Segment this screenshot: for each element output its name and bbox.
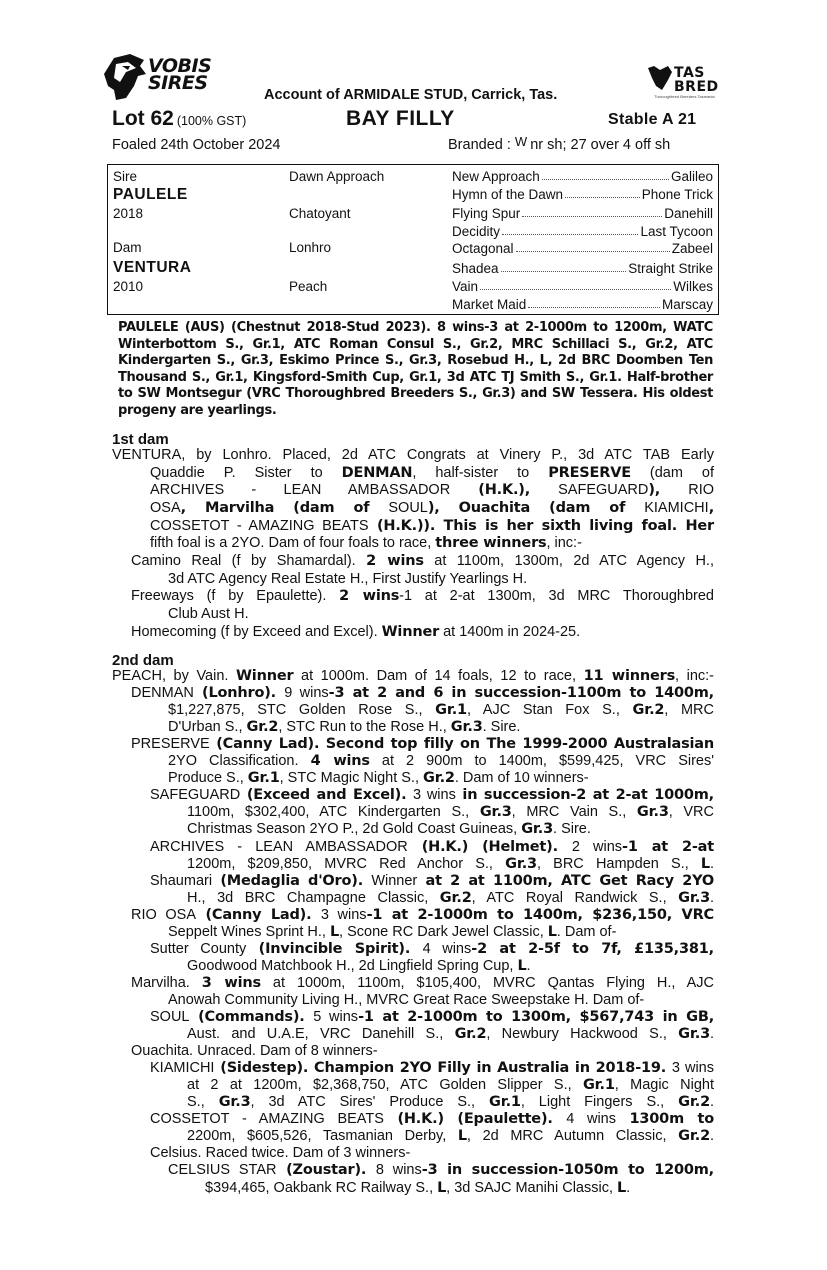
bold-text: (Lonhro).	[193, 685, 285, 702]
text-line	[150, 518, 714, 535]
text-segment: , inc:-	[675, 668, 714, 684]
great-grandparent: Octagonal	[452, 241, 514, 256]
text-segment: SOUL	[150, 1009, 190, 1025]
text-segment: .	[709, 1094, 714, 1111]
text-segment: , inc:-	[546, 535, 582, 552]
vobis-sires-logo	[100, 52, 225, 104]
text-segment: , BRC Hampden S.,	[536, 855, 701, 872]
text-line	[150, 465, 714, 482]
text-segment: 1200m, $209,850, MVRC Red Anchor S.,	[187, 855, 506, 872]
great-grandparent-sire: Danehill	[664, 206, 713, 221]
text-segment: at 2 at 1200m, $2,368,750, ATC Golden Slipper S.,	[187, 1077, 583, 1094]
branded-info	[448, 134, 671, 153]
text-line	[168, 719, 714, 736]
text-segment: Sutter County	[150, 940, 247, 957]
grandparent: Dawn Approach	[289, 169, 385, 184]
great-grandparent-sire: Wilkes	[673, 279, 713, 294]
text-line	[168, 770, 714, 787]
bold-text: Gr.2	[423, 770, 455, 787]
text-segment: CELSIUS STAR	[168, 1162, 277, 1179]
bold-text: L	[517, 957, 527, 974]
bold-text: -1 at 2-at	[622, 838, 714, 855]
text-segment: , ATC Royal Randwick S.,	[471, 889, 679, 906]
bold-text: Gr.2	[678, 1094, 710, 1111]
text-line	[131, 588, 714, 605]
great-grandparent-row	[452, 169, 713, 184]
text-line	[131, 553, 714, 570]
text-segment: 2200m, $605,526, Tasmanian Derby,	[187, 1128, 458, 1145]
text-segment: .	[709, 1026, 714, 1043]
great-grandparent: Market Maid	[452, 297, 527, 312]
text-segment: SAFEGUARD	[150, 787, 241, 804]
text-segment: ARCHIVES - LEAN AMBASSADOR	[150, 482, 451, 499]
branded-details: nr sh; 27 over 4 off sh	[530, 137, 671, 153]
text-segment: Anowah Community Living H., MVRC Great Race Sweepstake H. Dam of-	[168, 991, 645, 1008]
pedigree-table	[107, 164, 719, 315]
bold-text: 11 winners	[583, 668, 675, 684]
bold-text: PRESERVE	[548, 464, 631, 481]
bold-text: DENMAN	[341, 464, 413, 481]
text-segment: RIO OSA	[131, 906, 197, 923]
bold-text: L	[700, 855, 710, 872]
text-segment: , Magic Night	[614, 1077, 714, 1094]
great-grandparent-row	[452, 279, 713, 294]
text-segment: 5 wins	[313, 1009, 359, 1025]
text-segment: KIAMICHI	[150, 1060, 215, 1077]
bold-text: Gr.1	[435, 702, 467, 719]
text-segment: 2 wins	[571, 838, 623, 855]
bold-text: Gr.3	[450, 719, 483, 736]
bold-text: , Marvilha (dam of	[180, 499, 389, 516]
text-segment: , 2d MRC Autumn Classic,	[466, 1128, 679, 1145]
text-segment: Christmas Season 2YO P., 2d Gold Coast Guineas,	[187, 821, 522, 838]
gst-note: (100% GST)	[176, 114, 247, 128]
account-of: Account of ARMIDALE STUD, Carrick, Tas.	[264, 87, 558, 103]
text-segment: 9 wins	[284, 685, 329, 702]
bold-text: (Invincible Spirit).	[246, 940, 423, 957]
bold-text: ), Ouachita (dam of	[427, 499, 645, 516]
dam-year: 2010	[113, 279, 144, 294]
text-segment: , STC Magic Night S.,	[279, 770, 424, 787]
sire-year: 2018	[113, 206, 144, 221]
bold-text: Gr.1	[489, 1094, 521, 1111]
text-line	[150, 1009, 714, 1026]
text-line	[187, 890, 714, 907]
stable-location: Stable A 21	[608, 111, 697, 128]
text-segment: .	[626, 1179, 631, 1196]
text-segment: Winner	[371, 872, 418, 889]
text-segment: COSSETOT - AMAZING BEATS	[150, 517, 369, 534]
text-segment: Homecoming (f by Exceed and Excel).	[131, 623, 382, 640]
lot-label: Lot 62	[112, 107, 174, 130]
bold-text: -1 at 2-1000m to 1300m, $567,743 in GB,	[358, 1009, 714, 1025]
foaled-date: Foaled 24th October 2024	[112, 137, 281, 153]
text-segment: Camino Real (f by Shamardal).	[131, 552, 367, 569]
bold-text: -1 at 2-1000m to 1400m, $236,150, VRC	[366, 906, 714, 923]
bold-text: (Medaglia d'Oro).	[212, 872, 372, 889]
bold-text: 2 wins	[339, 588, 400, 605]
text-line	[187, 958, 714, 975]
text-line	[187, 1128, 714, 1145]
text-segment: Aust. and U.A.E, VRC Danehill S.,	[187, 1026, 455, 1043]
text-segment: Goodwood Matchbook H., 2d Lingfield Spring Cup,	[187, 957, 518, 974]
text-segment: , Newbury Hackwood S.,	[486, 1026, 679, 1043]
text-line	[168, 1162, 714, 1179]
bold-text: Winner	[381, 623, 440, 640]
text-segment: .	[526, 957, 531, 974]
bold-text: L	[330, 923, 340, 940]
dam-name: VENTURA	[113, 259, 192, 276]
text-segment: SAFEGUARD	[558, 482, 649, 499]
text-line	[131, 975, 714, 992]
bold-text: Gr.2	[454, 1026, 487, 1043]
bold-text: Gr.3	[521, 821, 554, 838]
bold-text: -2 at 2-5f to 7f, £135,381,	[471, 940, 714, 957]
text-segment: at 1400m in 2024-25.	[439, 623, 581, 640]
grandparent: Chatoyant	[289, 206, 351, 221]
bold-text: at 2 at 1100m, ATC Get Racy 2YO	[417, 872, 715, 889]
text-segment: at 1000m, 1100m, $105,400, MVRC Qantas Flying H., AJC	[260, 974, 714, 991]
text-segment: Ouachita. Unraced. Dam of 8 winners-	[131, 1043, 378, 1060]
text-segment: $394,465, Oakbank RC Railway S.,	[205, 1179, 438, 1196]
text-segment: SOUL	[388, 499, 428, 516]
text-line	[131, 1043, 714, 1060]
text-segment: at 1100m, 1300m, 2d ATC Agency H.,	[423, 552, 714, 569]
text-segment: PEACH, by Vain.	[112, 668, 237, 684]
bold-text: (H.K.),	[450, 482, 559, 499]
bold-text: L	[437, 1179, 447, 1196]
sire-name: PAULELE	[113, 186, 188, 203]
text-line	[131, 907, 714, 924]
text-line	[150, 535, 714, 552]
text-segment: at 2 900m to 1400m, $599,425, VRC Sires'	[369, 753, 714, 770]
text-segment: , Scone RC Dark Jewel Classic,	[339, 923, 548, 940]
text-segment: , 3d SAJC Manihi Classic,	[446, 1179, 618, 1196]
text-segment: Freeways (f by Epaulette).	[131, 588, 340, 605]
bold-text: Gr.1	[247, 770, 280, 787]
text-segment: Marvilha.	[131, 974, 202, 991]
bold-text: L	[547, 923, 557, 940]
text-segment: -1 at 2-at 1300m, 3d MRC Thoroughbred	[399, 588, 714, 605]
great-grandparent-sire: Last Tycoon	[640, 224, 713, 239]
text-line	[168, 606, 714, 623]
bold-text: Gr.3	[678, 889, 710, 906]
text-segment: , half-sister to	[412, 464, 549, 481]
text-segment: Seppelt Wines Sprint H.,	[168, 923, 330, 940]
text-line	[168, 571, 714, 588]
bold-text: -3 at 2 and 6 in succession-1100m to 1400m,	[328, 685, 714, 702]
bold-text: 1300m to	[615, 1111, 714, 1128]
text-segment: , MRC	[664, 702, 714, 719]
text-segment: S.,	[187, 1094, 219, 1111]
text-segment: Club Aust H.	[168, 605, 249, 622]
text-segment: RIO	[688, 482, 714, 499]
text-segment: VENTURA, by Lonhro. Placed, 2d ATC Congrats at Vinery P., 3d ATC TAB Early	[112, 447, 714, 463]
bold-text: Gr.2	[246, 719, 279, 736]
great-grandparent: Hymn of the Dawn	[452, 187, 564, 202]
great-grandparent: Vain	[452, 279, 479, 294]
bold-text: (Commands).	[189, 1009, 314, 1025]
bold-text: Winner	[236, 668, 294, 684]
text-line	[150, 787, 714, 804]
text-segment: , 3d ATC Sires' Produce S.,	[250, 1094, 490, 1111]
text-line	[150, 873, 714, 890]
text-segment: 3 wins	[413, 787, 456, 804]
text-segment: $1,227,875, STC Golden Rose S.,	[168, 702, 436, 719]
text-line	[168, 992, 714, 1009]
text-segment: H., 3d BRC Champagne Classic,	[187, 889, 440, 906]
text-segment: ARCHIVES - LEAN AMBASSADOR	[150, 838, 408, 855]
text-segment: , STC Run to the Rose H.,	[278, 719, 451, 736]
text-line	[187, 1094, 714, 1111]
text-line	[131, 624, 714, 641]
bold-text: (Sidestep). Champion 2YO Filly in Australia in 2018-19.	[214, 1060, 672, 1077]
text-segment: . Sire.	[553, 821, 591, 838]
great-grandparent-row	[452, 187, 713, 202]
text-segment: D'Urban S.,	[168, 719, 247, 736]
text-segment: .	[709, 1128, 714, 1145]
text-line	[150, 1060, 714, 1077]
text-segment: PRESERVE	[131, 736, 210, 753]
text-segment: . Sire.	[482, 719, 521, 736]
bold-text: (Exceed and Excel).	[240, 787, 413, 804]
text-segment: Quaddie P. Sister to	[150, 464, 342, 481]
text-segment: , AJC Stan Fox S.,	[466, 702, 633, 719]
bold-text: 4 wins	[310, 753, 370, 770]
text-segment: at 1000m. Dam of 14 foals, 12 to race,	[293, 668, 584, 684]
great-grandparent-row	[452, 241, 713, 256]
bold-text: Gr.3	[505, 855, 537, 872]
bold-text: Gr.2	[439, 889, 472, 906]
tasbred-logo-text: TAS BRED	[674, 65, 719, 95]
text-line	[131, 736, 714, 753]
lot-title: BAY FILLY	[346, 107, 455, 130]
great-grandparent-sire: Phone Trick	[641, 187, 713, 202]
text-line	[168, 924, 714, 941]
sire-label: Sire	[113, 169, 138, 184]
text-line	[112, 447, 714, 464]
text-segment: , Light Fingers S.,	[520, 1094, 679, 1111]
text-segment: 3d ATC Agency Real Estate H., First Justify Yearlings H.	[168, 570, 528, 587]
bold-text: ),	[648, 482, 689, 499]
great-grandparent-row	[452, 297, 713, 312]
text-line	[150, 1111, 714, 1128]
text-line	[187, 856, 714, 873]
great-grandparent-sire: Straight Strike	[628, 261, 713, 276]
bold-text: Gr.3	[479, 804, 512, 821]
text-line	[150, 482, 714, 499]
great-grandparent: New Approach	[452, 169, 540, 184]
text-segment: , MRC Vain S.,	[511, 804, 637, 821]
bold-text: Gr.3	[218, 1094, 251, 1111]
text-segment: (dam of	[630, 464, 714, 481]
bold-text: (H.K.) (Helmet).	[407, 838, 572, 855]
bold-text: Gr.3	[636, 804, 669, 821]
great-grandparent-sire: Galileo	[670, 169, 713, 184]
text-segment: .	[709, 889, 714, 906]
grandparent: Lonhro	[289, 240, 332, 255]
text-segment: . Dam of 10 winners-	[454, 770, 589, 787]
horse-head-icon	[100, 52, 148, 104]
text-line	[168, 753, 714, 770]
tasbred-tagline: Thoroughbred Breeders Tasmania	[654, 94, 715, 99]
bold-text: L	[617, 1179, 627, 1196]
text-segment: 8 wins	[375, 1162, 422, 1179]
text-segment: .	[709, 855, 714, 872]
bold-text: 2 wins	[366, 552, 424, 569]
text-line	[168, 702, 714, 719]
first-dam-heading: 1st dam	[112, 431, 169, 448]
sire-summary: PAULELE (AUS) (Chestnut 2018-Stud 2023). 8 wins-3 at 2-1000m to 1200m, WATC Winterbottom S., Gr.1, ATC Roman Consul S., Gr.2, MRC Schillaci S., Gr.2, ATC Kindergarten S., Gr.3, Eskimo Prince S., Gr.3, Rosebud H., L, 2d BRC Doomben Ten Thousand S., Gr.1, Kingsford-Smith Cup, Gr.1, 3d ATC TJ Smith S., Gr.1. Half-brother to SW Montsegur (VRC Thoroughbred Breeders S., Gr.3) and SW Tessera. His oldest progeny are yearlings.	[118, 320, 713, 418]
bold-text: three winners	[435, 535, 547, 552]
text-segment: 4 wins	[422, 940, 472, 957]
dam-label: Dam	[113, 240, 142, 255]
text-segment: . Dam of-	[556, 923, 617, 940]
text-segment: , VRC	[668, 804, 714, 821]
text-line	[112, 668, 714, 685]
text-segment: 1100m, $302,400, ATC Kindergarten S.,	[187, 804, 480, 821]
great-grandparent: Decidity	[452, 224, 501, 239]
text-line	[150, 1145, 714, 1162]
bold-text: Gr.3	[678, 1026, 710, 1043]
vobis-logo-text: VOBIS SIRES	[148, 55, 212, 94]
text-segment: Celsius. Raced twice. Dam of 3 winners-	[150, 1145, 411, 1162]
text-segment: KIAMICHI	[644, 499, 709, 516]
text-segment: fifth foal is a 2YO. Dam of four foals to race,	[150, 535, 436, 552]
text-segment: 4 wins	[566, 1111, 616, 1128]
tasmania-map-icon	[646, 64, 674, 94]
great-grandparent-sire: Marscay	[661, 297, 713, 312]
great-grandparent: Flying Spur	[452, 206, 521, 221]
text-line	[187, 1077, 714, 1094]
text-segment: DENMAN	[131, 685, 194, 702]
bold-text: (Canny Lad).	[196, 906, 321, 923]
text-line	[150, 500, 714, 517]
bold-text: Gr.2	[678, 1128, 710, 1145]
bold-text: Gr.1	[582, 1077, 615, 1094]
text-segment: OSA	[150, 499, 181, 516]
text-line	[150, 941, 714, 958]
text-segment: COSSETOT - AMAZING BEATS	[150, 1111, 384, 1128]
bold-text: L	[457, 1128, 467, 1145]
grandparent: Peach	[289, 279, 328, 294]
tasbred-logo	[646, 64, 726, 102]
brand-mark: W	[514, 134, 527, 149]
lot-number	[112, 107, 246, 131]
great-grandparent-sire: Zabeel	[671, 241, 713, 256]
text-line	[187, 804, 714, 821]
bold-text: Gr.2	[632, 702, 665, 719]
text-line	[187, 1026, 714, 1043]
bold-text: (H.K.)). This is her sixth living foal. Her	[368, 517, 715, 534]
bold-text: 3 wins	[201, 974, 261, 991]
bold-text: ,	[708, 499, 714, 516]
text-segment: 3 wins	[320, 906, 367, 923]
second-dam-heading: 2nd dam	[112, 652, 174, 669]
text-segment: Produce S.,	[168, 770, 248, 787]
text-segment: 2YO Classification.	[168, 753, 311, 770]
text-segment: Shaumari	[150, 872, 213, 889]
branded-label: Branded :	[448, 137, 511, 153]
text-line	[187, 821, 714, 838]
bold-text: -3 in succession-1050m to 1200m,	[421, 1162, 714, 1179]
text-line	[131, 685, 714, 702]
bold-text: in succession-2 at 2-at 1000m,	[455, 787, 714, 804]
great-grandparent-row	[452, 224, 713, 239]
text-segment: 3 wins	[671, 1060, 714, 1077]
text-line	[150, 839, 714, 856]
text-line	[205, 1180, 714, 1197]
great-grandparent-row	[452, 206, 713, 221]
bold-text: (Zoustar).	[276, 1162, 376, 1179]
great-grandparent-row	[452, 261, 713, 276]
bold-text: (H.K.) (Epaulette).	[383, 1111, 567, 1128]
bold-text: (Canny Lad). Second top filly on The 1999-2000 Australasian	[209, 736, 714, 753]
great-grandparent: Shadea	[452, 261, 499, 276]
